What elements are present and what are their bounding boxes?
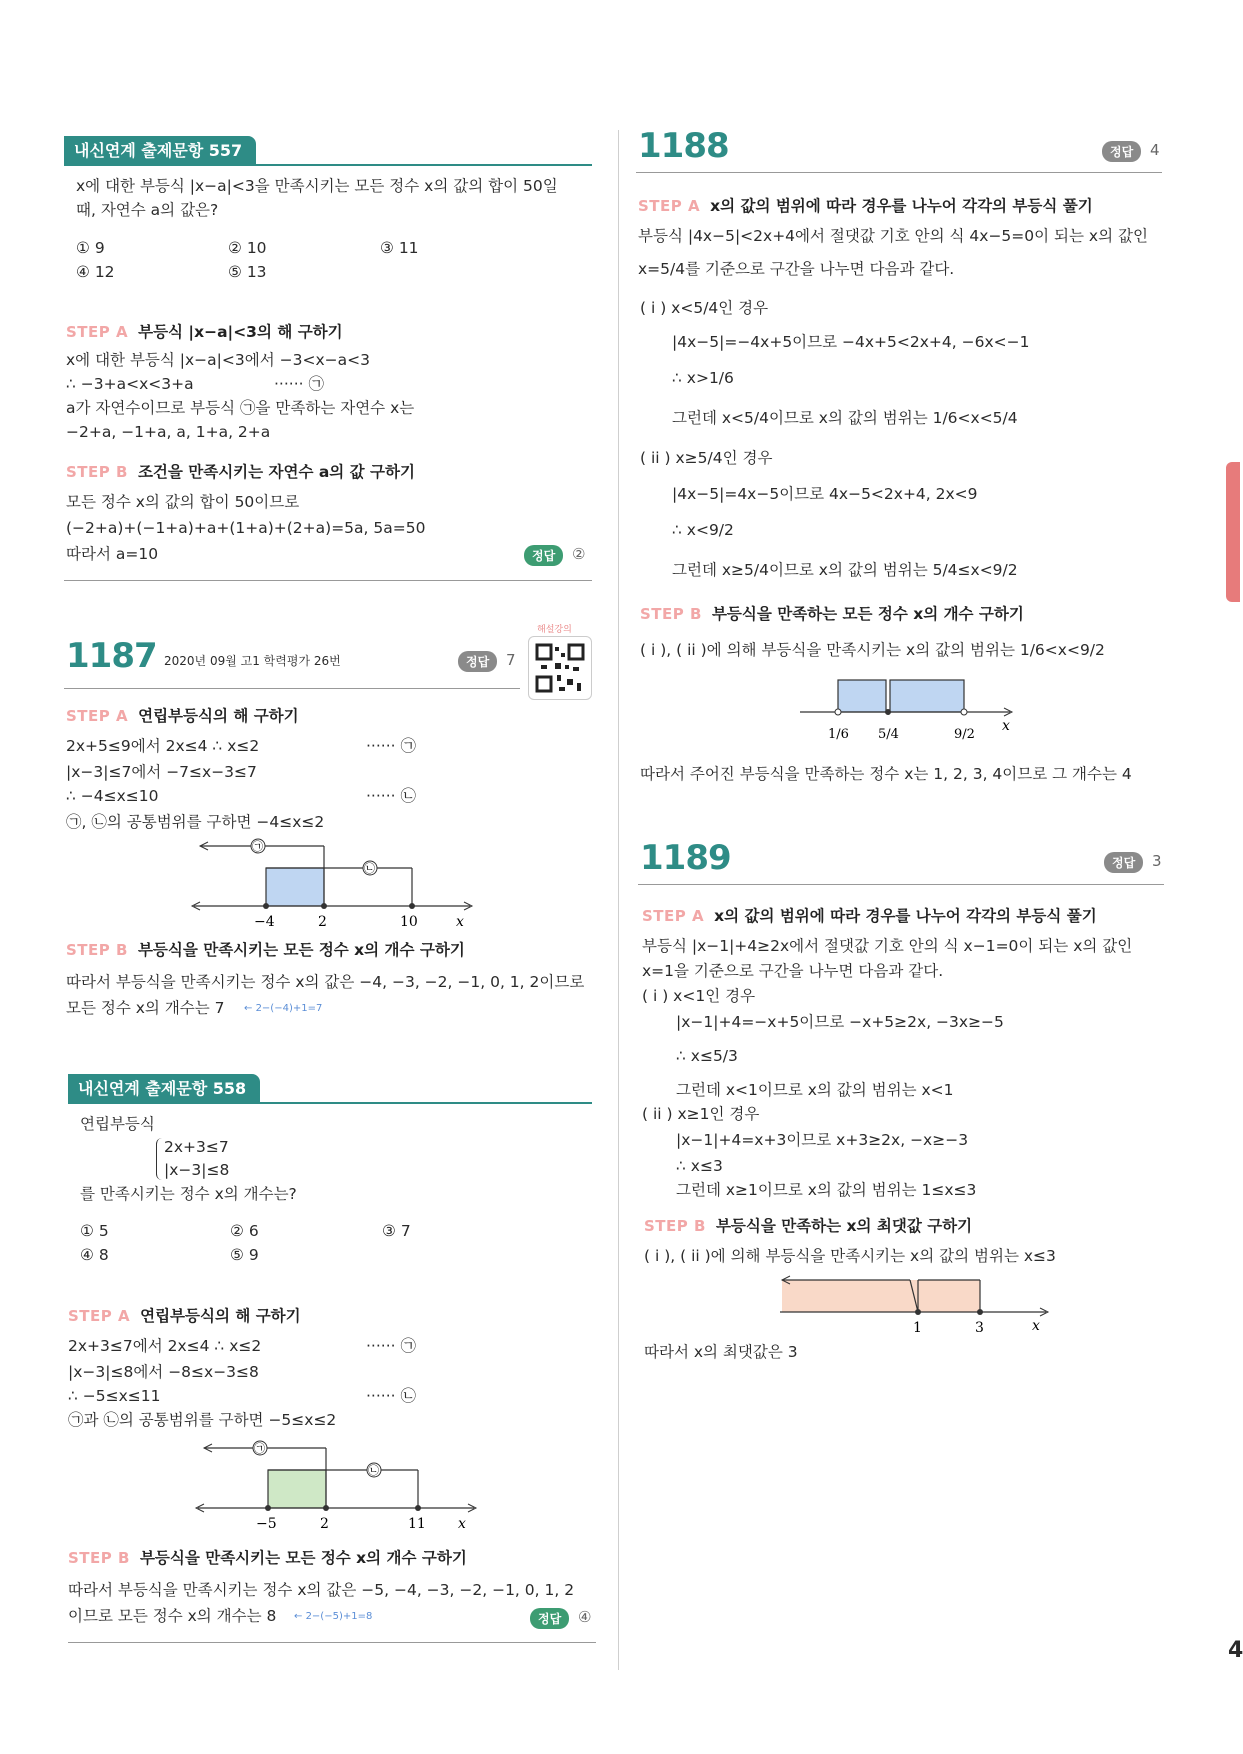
step-b-tag: STEP B: [644, 1217, 706, 1235]
system-equation: 2x+3≤7: [164, 1138, 229, 1156]
solution-region: [266, 868, 324, 906]
tick-label: 2: [318, 914, 327, 930]
source-label: 2020년 09월 고1 학력평가 26번: [164, 654, 341, 668]
note-text: 2−(−5)+1=8: [305, 1611, 373, 1622]
note-text: 2−(−4)+1=7: [255, 1003, 323, 1014]
solution-line: 따라서 부등식을 만족시키는 정수 x의 값은 −5, −4, −3, −2, −1, 0, 1, 2: [68, 1581, 575, 1599]
choice-1[interactable]: ① 9: [76, 239, 105, 257]
solution-region: [890, 680, 964, 712]
axis-label: x: [456, 914, 464, 930]
step-title: 부등식 |x−a|<3의 해 구하기: [138, 323, 343, 341]
tick-label: −5: [256, 1516, 277, 1532]
problem-557-banner: 내신연계 출제문항 557: [64, 136, 256, 166]
problem-number-1189: 1189: [640, 838, 731, 878]
solution-line: 그런데 x<1이므로 x의 값의 범위는 x<1: [676, 1081, 954, 1099]
point: [915, 1309, 921, 1315]
case-line: ( i ) x<5/4인 경우: [640, 299, 769, 317]
axis-label: x: [458, 1516, 466, 1532]
solution-line: |4x−5|=4x−5이므로 4x−5<2x+4, 2x<9: [672, 485, 978, 503]
solution-line: 따라서 x의 최댓값은 3: [644, 1343, 798, 1361]
choice-3[interactable]: ③ 11: [380, 239, 419, 257]
point: [885, 709, 891, 715]
divider: [64, 580, 592, 581]
problem-number-1187: 1187: [66, 636, 157, 676]
answer-value: 4: [1150, 141, 1160, 159]
solution-line: 따라서 주어진 부등식을 만족하는 정수 x는 1, 2, 3, 4이므로 그 개수는 4: [640, 765, 1132, 783]
step-a-heading: [66, 704, 299, 726]
solution-line: |4x−5|=−4x+5이므로 −4x+5<2x+4, −6x<−1: [672, 333, 1030, 351]
solution-line: 부등식 |x−1|+4≥2x에서 절댓값 기호 안의 식 x−1=0이 되는 x의 값인: [642, 937, 1133, 955]
answer-value: 3: [1152, 852, 1162, 870]
number-line-graph-1187: [190, 836, 480, 932]
solution-line: |x−1|+4=x+3이므로 x+3≥2x, −x≥−3: [676, 1131, 969, 1149]
tick-label: 11: [408, 1516, 426, 1532]
solution-line: 모든 정수 x의 개수는 7: [66, 999, 225, 1017]
solution-line: 그런데 x<5/4이므로 x의 값의 범위는 1/6<x<5/4: [672, 409, 1018, 427]
choice-4[interactable]: ④ 12: [76, 263, 115, 281]
answer-badge: 정답: [1104, 852, 1143, 873]
step-a-heading: [66, 320, 343, 342]
solution-line: ∴ x>1/6: [672, 369, 734, 387]
solution-line: 2x+5≤9에서 2x≤4 ∴ x≤2: [66, 737, 260, 755]
case-line: ( ii ) x≥1인 경우: [642, 1105, 760, 1123]
choice-2[interactable]: ② 6: [230, 1222, 259, 1240]
page-number: 4: [1228, 1638, 1243, 1663]
solution-region: [918, 1280, 980, 1312]
step-b-heading: [68, 1546, 467, 1568]
tick-label: 5/4: [878, 727, 899, 742]
question-line: 때, 자연수 a의 값은?: [76, 201, 219, 219]
tick-label: 2: [320, 1516, 329, 1532]
solution-line: ∴ x<9/2: [672, 521, 734, 539]
tick-label: 9/2: [954, 727, 975, 742]
axis-label: x: [1032, 1318, 1040, 1334]
solution-line: x=5/4를 기준으로 구간을 나누면 다음과 같다.: [638, 260, 955, 278]
range-marker: ㉡: [368, 1464, 379, 1477]
tick-label: 10: [400, 914, 418, 930]
tick-label: 3: [975, 1320, 984, 1336]
step-a-tag: STEP A: [66, 323, 129, 341]
divider: [636, 172, 1162, 173]
question-line: 연립부등식: [80, 1115, 155, 1133]
step-title: 부등식을 만족하는 x의 최댓값 구하기: [715, 1217, 973, 1235]
equation-marker: ······ ㉡: [366, 1387, 416, 1405]
choice-5[interactable]: ⑤ 13: [228, 263, 267, 281]
solution-line: a가 자연수이므로 부등식 ㉠을 만족하는 자연수 x는: [66, 399, 415, 417]
solution-line: ∴ x≤5/3: [676, 1047, 738, 1065]
open-point: [835, 709, 841, 715]
tick-label: 1: [913, 1320, 922, 1336]
divider: [64, 688, 520, 689]
solution-line: ㉠, ㉡의 공통범위를 구하면 −4≤x≤2: [66, 813, 325, 831]
solution-line: (−2+a)+(−1+a)+a+(1+a)+(2+a)=5a, 5a=50: [66, 519, 426, 537]
step-b-tag: STEP B: [66, 941, 128, 959]
equation-marker: ······ ㉠: [366, 737, 416, 755]
system-equation: |x−3|≤8: [164, 1161, 230, 1179]
step-b-heading: [66, 938, 465, 960]
point: [263, 903, 269, 909]
step-title: 연립부등식의 해 구하기: [138, 707, 299, 725]
step-title: x의 값의 범위에 따라 경우를 나누어 각각의 부등식 풀기: [714, 907, 1097, 925]
step-b-tag: STEP B: [68, 1549, 130, 1567]
choice-2[interactable]: ② 10: [228, 239, 267, 257]
chapter-tab: [1226, 462, 1240, 602]
annotation-note: ← 2−(−4)+1=7: [244, 1003, 323, 1014]
choice-3[interactable]: ③ 7: [382, 1222, 411, 1240]
step-title: 부등식을 만족시키는 모든 정수 x의 개수 구하기: [139, 1549, 467, 1567]
solution-line: 따라서 부등식을 만족시키는 정수 x의 값은 −4, −3, −2, −1, 0, 1, 2이므로: [66, 973, 585, 991]
number-line-graph-558: [194, 1438, 484, 1534]
solution-line: 그런데 x≥1이므로 x의 값의 범위는 1≤x≤3: [676, 1181, 977, 1199]
point: [321, 903, 327, 909]
step-a-tag: STEP A: [638, 197, 701, 215]
tick-label: 1/6: [828, 727, 849, 742]
range-marker: ㉡: [364, 862, 375, 875]
step-a-tag: STEP A: [66, 707, 129, 725]
step-title: 부등식을 만족시키는 모든 정수 x의 개수 구하기: [137, 941, 465, 959]
axis-label: x: [1002, 718, 1010, 734]
solution-line: ∴ x≤3: [676, 1157, 723, 1175]
solution-line: x=1을 기준으로 구간을 나누면 다음과 같다.: [642, 962, 944, 980]
solution-line: |x−3|≤8에서 −8≤x−3≤8: [68, 1363, 259, 1381]
point: [323, 1505, 329, 1511]
point: [977, 1309, 983, 1315]
solution-line: ∴ −5≤x≤11: [68, 1387, 161, 1405]
annotation-note: ← 2−(−5)+1=8: [294, 1611, 373, 1622]
solution-line: |x−1|+4=−x+5이므로 −x+5≥2x, −3x≥−5: [676, 1013, 1004, 1031]
step-title: 부등식을 만족하는 모든 정수 x의 개수 구하기: [711, 605, 1024, 623]
solution-region: [838, 680, 886, 712]
step-a-heading: [642, 904, 1097, 926]
qr-label: 해설강의: [537, 625, 572, 635]
divider: [68, 1642, 596, 1643]
solution-line: 따라서 a=10: [66, 545, 159, 563]
choice-5[interactable]: ⑤ 9: [230, 1246, 259, 1264]
column-divider: [618, 130, 619, 1670]
step-title: 연립부등식의 해 구하기: [140, 1307, 301, 1325]
answer-badge: 정답: [1102, 141, 1141, 162]
banner-rule: [64, 164, 592, 166]
solution-line: 그런데 x≥5/4이므로 x의 값의 범위는 5/4≤x<9/2: [672, 561, 1018, 579]
problem-number-1188: 1188: [638, 126, 729, 166]
problem-558-banner: 내신연계 출제문항 558: [68, 1074, 260, 1104]
answer-badge: 정답: [524, 545, 563, 566]
open-point: [961, 709, 967, 715]
range-marker: ㉠: [252, 840, 263, 853]
solution-region: [782, 1280, 918, 1312]
step-a-heading: [638, 194, 1093, 216]
solution-line: |x−3|≤7에서 −7≤x−3≤7: [66, 763, 257, 781]
step-a-tag: STEP A: [642, 907, 705, 925]
answer-value: ④: [578, 1608, 592, 1626]
solution-line: 2x+3≤7에서 2x≤4 ∴ x≤2: [68, 1337, 262, 1355]
question-line: 를 만족시키는 정수 x의 개수는?: [80, 1185, 297, 1203]
equation-marker: ······ ㉡: [366, 787, 416, 805]
step-b-heading: [644, 1214, 972, 1236]
tick-label: −4: [254, 914, 275, 930]
answer-badge: 정답: [530, 1608, 569, 1629]
solution-line: ∴ −4≤x≤10: [66, 787, 159, 805]
step-b-heading: [640, 602, 1024, 624]
step-a-heading: [68, 1304, 301, 1326]
solution-line: x에 대한 부등식 |x−a|<3에서 −3<x−a<3: [66, 351, 370, 369]
answer-value: ②: [572, 545, 586, 563]
divider: [638, 884, 1164, 885]
banner-rule: [68, 1102, 592, 1104]
step-b-tag: STEP B: [640, 605, 702, 623]
number-line-graph-1188: [796, 674, 1026, 754]
qr-code[interactable]: [528, 636, 592, 700]
solution-line: ㉠과 ㉡의 공통범위를 구하면 −5≤x≤2: [68, 1411, 337, 1429]
solution-line: 모든 정수 x의 값의 합이 50이므로: [66, 493, 300, 511]
solution-line: ∴ −3+a<x<3+a: [66, 375, 194, 393]
point: [415, 1505, 421, 1511]
solution-line: 이므로 모든 정수 x의 개수는 8: [68, 1607, 277, 1625]
solution-line: ( i ), ( ii )에 의해 부등식을 만족시키는 x의 값의 범위는 x≤3: [644, 1247, 1056, 1265]
point: [409, 903, 415, 909]
qr-code-icon: [529, 637, 591, 699]
case-line: ( i ) x<1인 경우: [642, 987, 756, 1005]
answer-value: 7: [506, 651, 516, 669]
step-b-heading: [66, 460, 415, 482]
choice-1[interactable]: ① 5: [80, 1222, 109, 1240]
choice-4[interactable]: ④ 8: [80, 1246, 109, 1264]
number-line-graph-1189: [776, 1274, 1056, 1344]
step-title: x의 값의 범위에 따라 경우를 나누어 각각의 부등식 풀기: [710, 197, 1093, 215]
solution-region: [268, 1470, 326, 1508]
question-line: x에 대한 부등식 |x−a|<3을 만족시키는 모든 정수 x의 값의 합이 50일: [76, 177, 558, 195]
step-title: 조건을 만족시키는 자연수 a의 값 구하기: [137, 463, 415, 481]
solution-line: 부등식 |4x−5|<2x+4에서 절댓값 기호 안의 식 4x−5=0이 되는 x의 값인: [638, 227, 1148, 245]
solution-line: ( i ), ( ii )에 의해 부등식을 만족시키는 x의 값의 범위는 1/6<x<9/2: [640, 641, 1105, 659]
answer-badge: 정답: [458, 651, 497, 672]
range-marker: ㉠: [254, 1442, 265, 1455]
equation-marker: ······ ㉠: [366, 1337, 416, 1355]
step-b-tag: STEP B: [66, 463, 128, 481]
solution-line: −2+a, −1+a, a, 1+a, 2+a: [66, 423, 271, 441]
equation-marker: ······ ㉠: [274, 375, 324, 393]
point: [265, 1505, 271, 1511]
case-line: ( ii ) x≥5/4인 경우: [640, 449, 773, 467]
step-a-tag: STEP A: [68, 1307, 131, 1325]
